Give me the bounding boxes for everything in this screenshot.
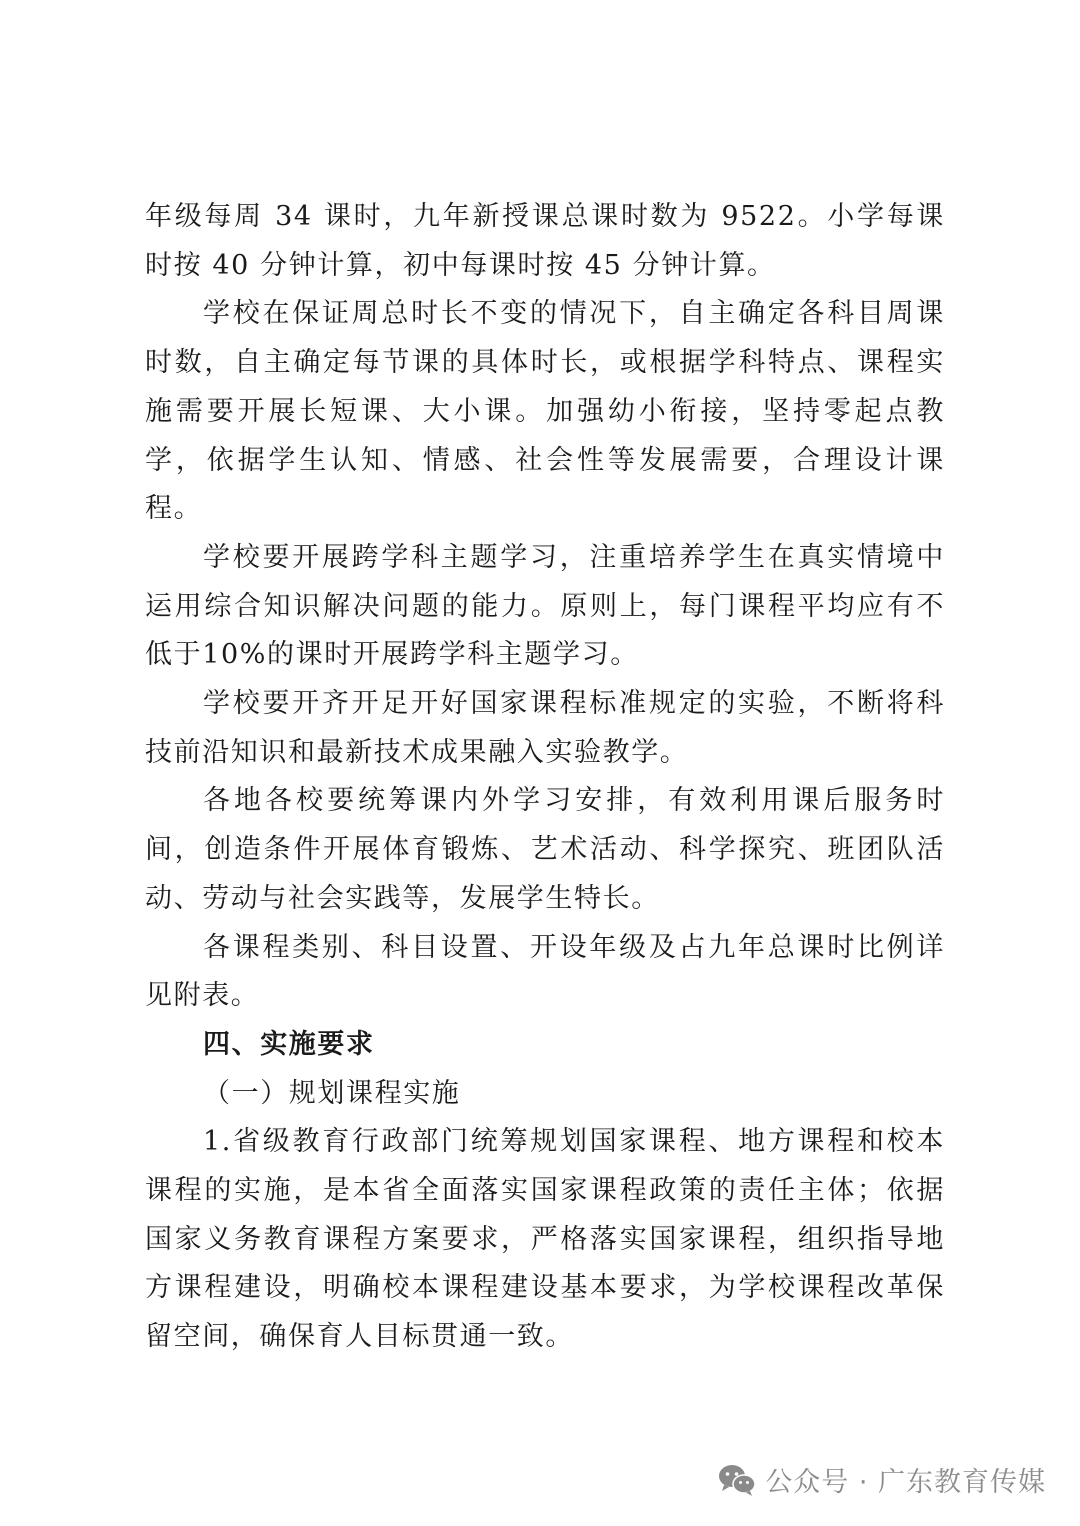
paragraph-class-hours: 年级每周 34 课时，九年新授课总课时数为 9522。小学每课时按 40 分钟计算，初中每课时按 45 分钟计算。 — [145, 201, 945, 281]
subsection-heading: （一）规划课程实施 — [203, 1077, 461, 1109]
document-body — [145, 193, 945, 1362]
wechat-icon — [717, 1463, 757, 1497]
watermark-text: 公众号 · 广东教育传媒 — [765, 1467, 1046, 1498]
paragraph-appendix-ref: 各课程类别、科目设置、开设年级及占九年总课时比例详见附表。 — [145, 931, 945, 1012]
paragraph-experiments: 学校要开齐开足开好国家课程标准规定的实验，不断将科技前沿知识和最新技术成果融入实验教学。 — [145, 688, 945, 768]
paragraph-interdisciplinary: 学校要开展跨学科主题学习，注重培养学生在真实情境中运用综合知识解决问题的能力。原则上，每门课程平均应有不低于10%的课时开展跨学科主题学习。 — [145, 541, 945, 671]
paragraph-schedule-autonomy: 学校在保证周总时长不变的情况下，自主确定各科目周课时数，自主确定每节课的具体时长，或根据学科特点、课程实施需要开展长短课、大小课。加强幼小衔接，坚持零起点教学，依据学生认知、情感、社会性等发展需要，合理设计课程。 — [145, 298, 945, 525]
watermark — [717, 1460, 1046, 1499]
section-heading: 四、实施要求 — [203, 1028, 375, 1060]
paragraph-item-1: 1.省级教育行政部门统筹规划国家课程、地方课程和校本课程的实施，是本省全面落实国家课程政策的责任主体；依据国家义务教育课程方案要求，严格落实国家课程，组织指导地方课程建设，明确校本课程建设基本要求，为学校课程改革保留空间，确保育人目标贯通一致。 — [145, 1126, 945, 1353]
paragraph-after-school: 各地各校要统筹课内外学习安排，有效利用课后服务时间，创造条件开展体育锻炼、艺术活动、科学探究、班团队活动、劳动与社会实践等，发展学生特长。 — [145, 785, 945, 914]
